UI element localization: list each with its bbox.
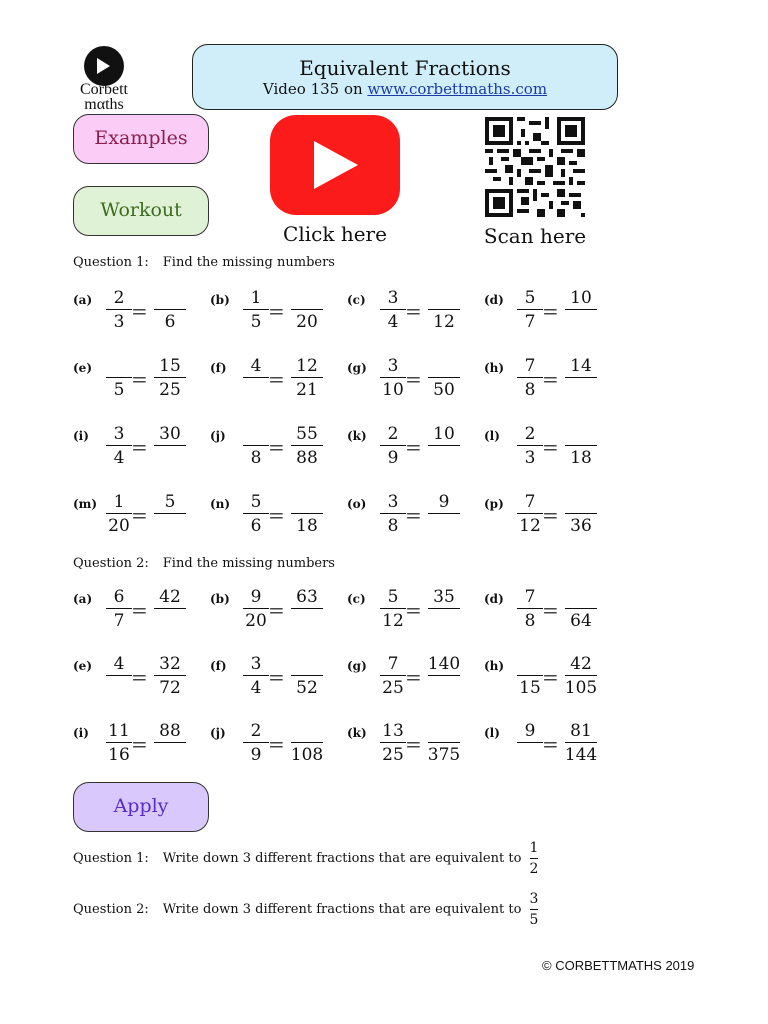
right-fraction: [558, 423, 604, 468]
scan-here-label: Scan here: [483, 224, 587, 248]
fraction-question: [73, 654, 203, 719]
title-box: [192, 44, 618, 110]
right-fraction: [421, 720, 467, 765]
fraction-question: [484, 492, 614, 557]
equals-sign: =: [405, 299, 422, 323]
left-denominator: 4: [250, 678, 262, 698]
apply-q2-text: Write down 3 different fractions that are equivalent to: [162, 902, 522, 917]
equals-sign: =: [268, 367, 285, 391]
right-fraction: [421, 491, 467, 536]
left-numerator: 2: [387, 424, 399, 444]
equals-sign: =: [405, 367, 422, 391]
left-denominator: 3: [113, 312, 125, 332]
logo-text-line1: Corbett: [80, 81, 128, 98]
fraction-question: [73, 721, 203, 786]
right-numerator: 35: [433, 587, 455, 607]
fraction-question: [73, 492, 203, 557]
equals-sign: =: [131, 665, 148, 689]
right-denominator: [421, 609, 467, 631]
right-numerator: 88: [159, 721, 181, 741]
right-numerator: 12: [296, 356, 318, 376]
left-denominator: 8: [524, 380, 536, 400]
right-fraction: [147, 586, 193, 631]
right-fraction: [147, 423, 193, 468]
apply-q1-denominator: 2: [529, 861, 539, 877]
left-denominator: 8: [250, 448, 262, 468]
equals-sign: =: [405, 665, 422, 689]
left-numerator: 7: [387, 654, 399, 674]
fraction-question: [347, 356, 477, 421]
equals-sign: =: [268, 732, 285, 756]
right-fraction: [558, 287, 604, 332]
left-denominator: 5: [113, 380, 125, 400]
right-numerator: 10: [570, 288, 592, 308]
right-numerator: [421, 355, 467, 377]
examples-button[interactable]: Examples: [73, 114, 209, 164]
logo-text-line2: mαths: [84, 96, 124, 113]
right-denominator: 20: [296, 312, 318, 332]
left-denominator: 5: [250, 312, 262, 332]
equals-sign: =: [542, 665, 559, 689]
fraction-question: [347, 492, 477, 557]
question2-prompt: Find the missing numbers: [162, 556, 335, 571]
fraction-question: [347, 587, 477, 652]
fraction-question: [347, 721, 477, 786]
page-title: Equivalent Fractions: [299, 56, 511, 80]
fraction-question: [73, 356, 203, 421]
left-numerator: 13: [382, 721, 404, 741]
equals-sign: =: [268, 299, 285, 323]
equals-sign: =: [268, 665, 285, 689]
right-denominator: 12: [433, 312, 455, 332]
question-label: (f): [210, 361, 227, 375]
right-fraction: [147, 491, 193, 536]
right-numerator: 42: [159, 587, 181, 607]
right-fraction: [558, 586, 604, 631]
fraction-question: [484, 654, 614, 719]
equals-sign: =: [542, 367, 559, 391]
left-denominator: 9: [250, 745, 262, 765]
question-label: (l): [484, 726, 500, 740]
right-numerator: 30: [159, 424, 181, 444]
right-fraction: [284, 720, 330, 765]
question-label: (g): [347, 659, 367, 673]
qr-code-icon[interactable]: [483, 117, 587, 217]
left-denominator: 16: [108, 745, 130, 765]
fraction-question: [347, 424, 477, 489]
question-label: (c): [347, 293, 366, 307]
question2-heading: [73, 556, 335, 571]
right-denominator: 375: [427, 745, 461, 765]
equals-sign: =: [131, 503, 148, 527]
apply-q1-text: Write down 3 different fractions that are equivalent to: [162, 851, 522, 866]
apply-q1-number: Question 1:: [73, 851, 149, 866]
question-label: (i): [73, 726, 89, 740]
play-icon: [314, 141, 358, 189]
left-denominator: 20: [245, 611, 267, 631]
right-fraction: [421, 287, 467, 332]
right-numerator: 9: [438, 492, 450, 512]
left-numerator: 2: [250, 721, 262, 741]
fraction-question: [73, 288, 203, 353]
left-denominator: 12: [519, 516, 541, 536]
right-denominator: [558, 378, 604, 400]
left-numerator: 1: [113, 492, 125, 512]
fraction-question: [210, 587, 340, 652]
apply-q1-fraction: [530, 840, 539, 877]
left-numerator: 4: [250, 356, 262, 376]
right-fraction: [147, 720, 193, 765]
question-label: (p): [484, 497, 504, 511]
equals-sign: =: [542, 299, 559, 323]
left-denominator: 10: [382, 380, 404, 400]
right-numerator: 55: [296, 424, 318, 444]
right-numerator: [147, 287, 193, 309]
right-denominator: 105: [564, 678, 598, 698]
left-denominator: 8: [387, 516, 399, 536]
question-label: (n): [210, 497, 231, 511]
right-fraction: [284, 653, 330, 698]
fraction-question: [210, 424, 340, 489]
left-denominator: 3: [524, 448, 536, 468]
right-denominator: [284, 609, 330, 631]
left-denominator: 20: [108, 516, 130, 536]
right-denominator: 50: [433, 380, 455, 400]
right-numerator: 81: [570, 721, 592, 741]
left-numerator: 7: [524, 587, 536, 607]
logo-play-icon: [97, 58, 110, 74]
question-label: (k): [347, 429, 367, 443]
left-numerator: 9: [250, 587, 262, 607]
left-denominator: 15: [519, 678, 541, 698]
right-denominator: 36: [570, 516, 592, 536]
fraction-question: [484, 721, 614, 786]
right-numerator: [421, 287, 467, 309]
fraction-question: [210, 492, 340, 557]
fraction-question: [484, 587, 614, 652]
right-denominator: [147, 743, 193, 765]
right-denominator: 144: [564, 745, 598, 765]
right-numerator: 15: [159, 356, 181, 376]
question-label: (k): [347, 726, 367, 740]
right-fraction: [421, 586, 467, 631]
right-numerator: [284, 287, 330, 309]
apply-q2-number: Question 2:: [73, 902, 149, 917]
right-numerator: 140: [427, 654, 461, 674]
question-label: (e): [73, 659, 92, 673]
right-fraction: [421, 355, 467, 400]
right-fraction: [147, 653, 193, 698]
right-numerator: [558, 491, 604, 513]
right-numerator: 14: [570, 356, 592, 376]
right-denominator: 18: [570, 448, 592, 468]
question-label: (a): [73, 293, 93, 307]
equals-sign: =: [131, 732, 148, 756]
left-denominator: 8: [524, 611, 536, 631]
question-label: (b): [210, 592, 230, 606]
right-denominator: 72: [159, 678, 181, 698]
question1-number: Question 1:: [73, 255, 149, 270]
question-label: (d): [484, 293, 504, 307]
right-denominator: [421, 676, 467, 698]
left-numerator: 11: [108, 721, 130, 741]
right-fraction: [558, 355, 604, 400]
right-numerator: [558, 586, 604, 608]
video-play-button[interactable]: [270, 115, 400, 215]
right-numerator: [284, 653, 330, 675]
video-label: Video 135 on: [262, 80, 368, 98]
question1-heading: [73, 255, 335, 270]
question1-prompt: Find the missing numbers: [162, 255, 335, 270]
question-label: (d): [484, 592, 504, 606]
equals-sign: =: [542, 598, 559, 622]
left-numerator: 7: [524, 356, 536, 376]
right-denominator: 25: [159, 380, 181, 400]
right-fraction: [421, 423, 467, 468]
right-numerator: 32: [159, 654, 181, 674]
fraction-question: [210, 288, 340, 353]
equals-sign: =: [405, 435, 422, 459]
left-denominator: 7: [524, 312, 536, 332]
question-label: (a): [73, 592, 93, 606]
question2-number: Question 2:: [73, 556, 149, 571]
right-numerator: 63: [296, 587, 318, 607]
right-fraction: [284, 287, 330, 332]
right-numerator: 42: [570, 654, 592, 674]
question-label: (j): [210, 429, 226, 443]
right-denominator: [147, 514, 193, 536]
copyright-footer: © CORBETTMATHS 2019: [542, 958, 695, 973]
right-fraction: [558, 653, 604, 698]
right-denominator: [147, 446, 193, 468]
fraction-question: [73, 424, 203, 489]
right-denominator: [558, 310, 604, 332]
fraction-question: [210, 356, 340, 421]
right-fraction: [147, 287, 193, 332]
equals-sign: =: [542, 732, 559, 756]
question-label: (f): [210, 659, 227, 673]
right-numerator: [421, 720, 467, 742]
apply-q2-denominator: 5: [529, 912, 539, 928]
right-denominator: 21: [296, 380, 318, 400]
left-numerator: 5: [524, 288, 536, 308]
question-label: (c): [347, 592, 366, 606]
right-numerator: [284, 720, 330, 742]
left-numerator: 6: [113, 587, 125, 607]
left-denominator: 12: [382, 611, 404, 631]
right-denominator: [147, 609, 193, 631]
right-denominator: 52: [296, 678, 318, 698]
left-numerator: 2: [524, 424, 536, 444]
apply-q2-numerator: 3: [529, 891, 539, 907]
right-denominator: 88: [296, 448, 318, 468]
question-label: (e): [73, 361, 92, 375]
left-denominator: 4: [113, 448, 125, 468]
left-numerator: 3: [387, 492, 399, 512]
question-label: (i): [73, 429, 89, 443]
apply-button[interactable]: Apply: [73, 782, 209, 832]
right-fraction: [284, 586, 330, 631]
right-denominator: 6: [164, 312, 176, 332]
apply-q1-numerator: 1: [529, 840, 539, 856]
question-label: (l): [484, 429, 500, 443]
right-fraction: [284, 423, 330, 468]
equals-sign: =: [268, 598, 285, 622]
right-fraction: [421, 653, 467, 698]
left-numerator: 3: [250, 654, 262, 674]
left-numerator: 3: [113, 424, 125, 444]
left-numerator: 9: [524, 721, 536, 741]
question-label: (g): [347, 361, 367, 375]
equals-sign: =: [542, 435, 559, 459]
right-denominator: 108: [290, 745, 324, 765]
left-denominator: 9: [387, 448, 399, 468]
right-numerator: [558, 423, 604, 445]
right-denominator: 64: [570, 611, 592, 631]
left-denominator: 25: [382, 678, 404, 698]
fraction-question: [347, 654, 477, 719]
equals-sign: =: [542, 503, 559, 527]
right-numerator: [284, 491, 330, 513]
apply-question1: [73, 840, 538, 877]
video-reference: [193, 79, 617, 99]
fraction-question: [210, 654, 340, 719]
left-denominator: 4: [387, 312, 399, 332]
right-denominator: [421, 446, 467, 468]
right-denominator: 18: [296, 516, 318, 536]
left-numerator: 1: [250, 288, 262, 308]
question-label: (m): [73, 497, 98, 511]
right-fraction: [558, 491, 604, 536]
equals-sign: =: [268, 435, 285, 459]
equals-sign: =: [131, 367, 148, 391]
right-fraction: [147, 355, 193, 400]
left-numerator: 2: [113, 288, 125, 308]
apply-question2: [73, 891, 538, 928]
left-denominator: 7: [113, 611, 125, 631]
left-denominator: 6: [250, 516, 262, 536]
right-numerator: 5: [164, 492, 176, 512]
question-label: (j): [210, 726, 226, 740]
fraction-question: [73, 587, 203, 652]
apply-q2-fraction: [530, 891, 539, 928]
question-label: (h): [484, 361, 505, 375]
corbettmaths-logo: [72, 44, 136, 114]
question-label: (h): [484, 659, 505, 673]
right-denominator: [421, 514, 467, 536]
fraction-question: [347, 288, 477, 353]
fraction-question: [484, 356, 614, 421]
click-here-label: Click here: [283, 222, 387, 246]
left-numerator: 4: [113, 654, 125, 674]
fraction-question: [484, 424, 614, 489]
equals-sign: =: [405, 598, 422, 622]
equals-sign: =: [405, 732, 422, 756]
equals-sign: =: [131, 299, 148, 323]
website-link[interactable]: www.corbettmaths.com: [367, 80, 548, 98]
left-numerator: 7: [524, 492, 536, 512]
question-label: (b): [210, 293, 230, 307]
right-fraction: [284, 491, 330, 536]
left-numerator: 3: [387, 356, 399, 376]
equals-sign: =: [131, 435, 148, 459]
question-label: (o): [347, 497, 367, 511]
left-numerator: 5: [250, 492, 262, 512]
fraction-question: [210, 721, 340, 786]
left-numerator: 3: [387, 288, 399, 308]
left-denominator: 25: [382, 745, 404, 765]
right-fraction: [284, 355, 330, 400]
equals-sign: =: [131, 598, 148, 622]
right-numerator: 10: [433, 424, 455, 444]
equals-sign: =: [268, 503, 285, 527]
right-fraction: [558, 720, 604, 765]
equals-sign: =: [405, 503, 422, 527]
workout-button[interactable]: Workout: [73, 186, 209, 236]
left-numerator: 5: [387, 587, 399, 607]
fraction-question: [484, 288, 614, 353]
